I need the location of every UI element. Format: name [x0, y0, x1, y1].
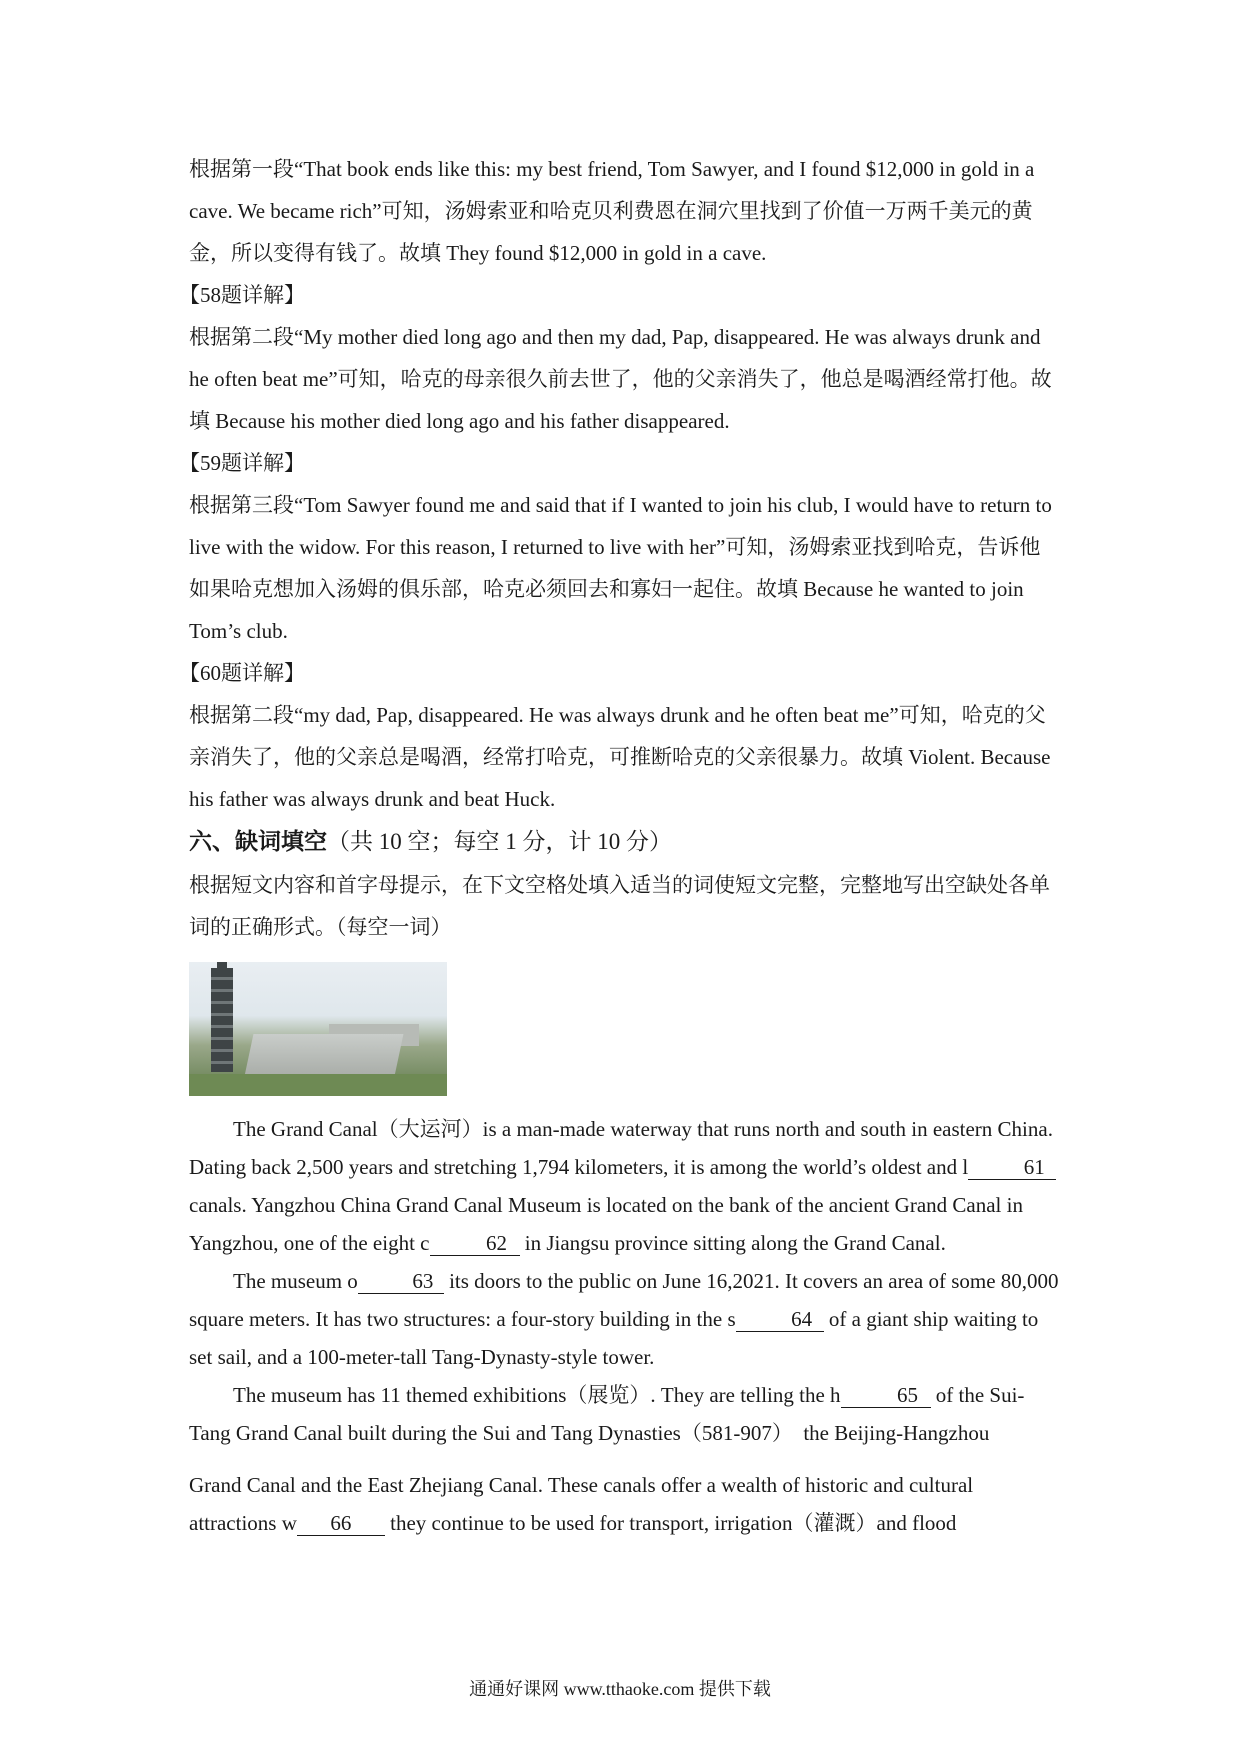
section-title — [189, 820, 1059, 864]
passage-text: Grand Canal and the East Zhejiang Canal. These canals offer a wealth of historic and cultural attractions w — [189, 1473, 974, 1535]
passage-text: The museum has 11 themed exhibitions（展览）. They are telling the h — [233, 1383, 841, 1407]
passage-text: of a giant ship waiting to set sail, and a 100-meter-tall Tang-Dynasty-style tower. — [189, 1307, 1039, 1369]
museum-building — [245, 1034, 404, 1076]
page-footer: 通通好课网 www.tthaoke.com 提供下载 — [469, 1679, 771, 1699]
blank-64: 64 — [736, 1307, 824, 1332]
passage-paragraph-2 — [189, 1262, 1059, 1376]
blank-66: 66 — [297, 1511, 385, 1536]
passage-paragraph-1 — [189, 1110, 1059, 1262]
question-60-label: 【60题详解】 — [179, 661, 305, 685]
passage-text: The Grand Canal（大运河）is a man-made waterway that runs north and south in eastern China. Dating back 2,500 years and stretching 1,794 kilometers, it is among the world’s oldest and l — [189, 1117, 1053, 1179]
pagoda-tower — [211, 968, 233, 1072]
passage-text: of the Sui-Tang Grand Canal built during the Sui and Tang Dynasties（581-907） the Beijing-Hangzhou — [189, 1383, 1025, 1445]
section-title-heading: 六、缺词填空 — [189, 829, 327, 854]
passage-text: canals. Yangzhou China Grand Canal Museum is located on the bank of the ancient Grand Canal in Yangzhou, one of the eight c — [189, 1193, 1023, 1255]
grand-canal-museum-photo — [189, 962, 447, 1096]
passage-paragraph-4 — [189, 1466, 1059, 1542]
answer-explanation-60: 根据第二段“my dad, Pap, disappeared. He was always drunk and he often beat me”可知，哈克的父亲消失了，他的父亲总是喝酒，经常打哈克，可推断哈克的父亲很暴力。故填 Violent. Because his father was always drunk and beat Huck. — [189, 703, 1051, 811]
blank-65: 65 — [841, 1383, 931, 1408]
blank-61: 61 — [968, 1155, 1056, 1180]
question-58-label: 【58题详解】 — [179, 283, 305, 307]
answer-explanation-57: 根据第一段“That book ends like this: my best friend, Tom Sawyer, and I found $12,000 in gold in a cave. We became rich”可知，汤姆索亚和哈克贝利费恩在洞穴里找到了价值一万两千美元的黄金，所以变得有钱了。故填 They found $12,000 in gold in a cave. — [189, 157, 1035, 265]
passage-text: they continue to be used for transport, irrigation（灌溉）and flood — [384, 1511, 957, 1535]
passage-text: in Jiangsu province sitting along the Grand Canal. — [519, 1231, 946, 1255]
passage-text: its doors to the public on June 16,2021. It covers an area of some 80,000 square meters. It has two structures: a four-story building in the s — [189, 1269, 1059, 1331]
answer-explanation-59: 根据第三段“Tom Sawyer found me and said that if I wanted to join his club, I would have to return to live with the widow. For this reason, I returned to live with her”可知，汤姆索亚找到哈克，告诉他如果哈克想加入汤姆的俱乐部，哈克必须回去和寡妇一起住。故填 Because he wanted to join Tom’s club. — [189, 493, 1052, 643]
passage-text: The museum o — [233, 1269, 358, 1293]
question-59-label: 【59题详解】 — [179, 451, 305, 475]
answer-explanation-58: 根据第二段“My mother died long ago and then my dad, Pap, disappeared. He was always drunk and he often beat me”可知，哈克的母亲很久前去世了，他的父亲消失了，他总是喝酒经常打他。故填 Because his mother died long ago and his father disappeared. — [189, 325, 1052, 433]
section-instruction: 根据短文内容和首字母提示，在下文空格处填入适当的词使短文完整，完整地写出空缺处各单词的正确形式。（每空一词） — [189, 873, 1050, 939]
document-page — [179, 148, 1059, 1542]
ground — [189, 1074, 447, 1096]
blank-63: 63 — [358, 1269, 444, 1294]
section-title-scoring: （共 10 空；每空 1 分，计 10 分） — [327, 829, 672, 854]
blank-62: 62 — [430, 1231, 520, 1256]
passage-paragraph-3 — [189, 1376, 1059, 1452]
